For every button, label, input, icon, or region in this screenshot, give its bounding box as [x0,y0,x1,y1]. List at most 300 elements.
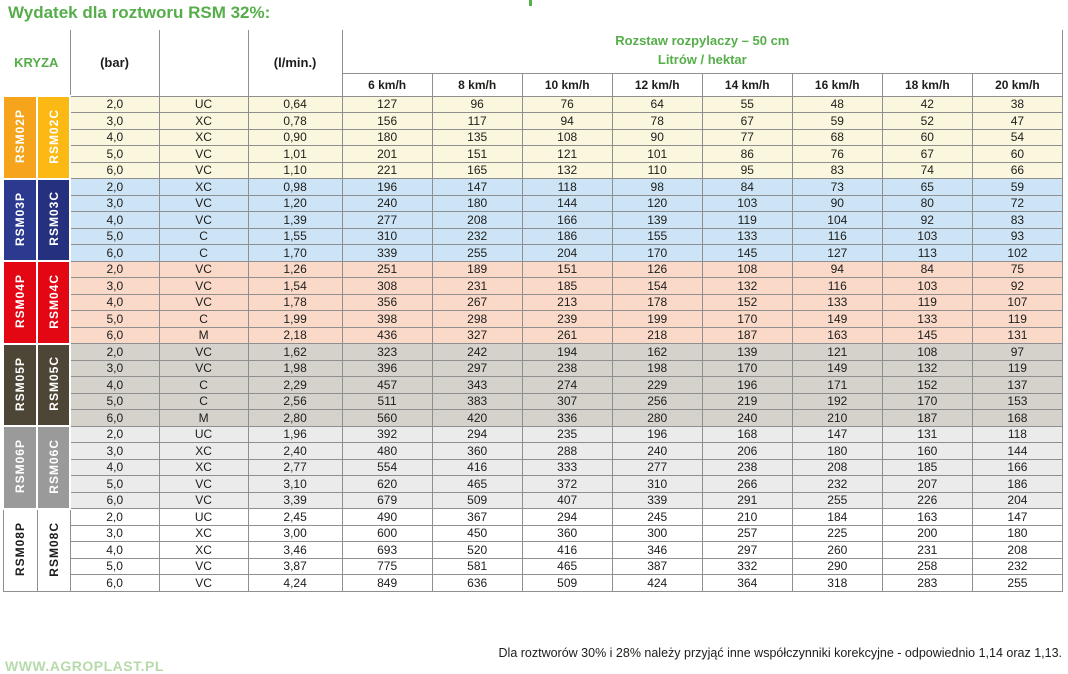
droplet-class-cell: C [159,245,248,262]
liters-per-hectare-cell: 235 [522,426,612,443]
liters-per-hectare-cell: 206 [702,443,792,460]
droplet-class-cell: VC [159,344,248,361]
liters-per-hectare-cell: 152 [882,377,972,394]
liters-per-hectare-cell: 76 [522,96,612,113]
pressure-cell: 5,0 [70,476,159,493]
liters-per-hectare-cell: 218 [612,327,702,344]
flow-cell: 1,10 [248,162,342,179]
nozzle-label-text: RSM04P [13,274,27,329]
liters-per-hectare-cell: 149 [792,360,882,377]
flow-cell: 0,64 [248,96,342,113]
liters-per-hectare-cell: 520 [432,542,522,559]
liters-per-hectare-cell: 83 [972,212,1062,229]
spacing-header-line1: Rozstaw rozpylaczy – 50 cm [615,33,790,49]
liters-per-hectare-cell: 96 [432,96,522,113]
liters-per-hectare-cell: 55 [702,96,792,113]
speed-column-header: 18 km/h [882,74,972,96]
flow-cell: 1,70 [248,245,342,262]
liters-per-hectare-cell: 52 [882,113,972,130]
liters-per-hectare-cell: 356 [342,294,432,311]
nozzle-label-text: RSM05C [46,356,61,412]
liters-per-hectare-cell: 196 [702,377,792,394]
liters-per-hectare-cell: 154 [612,278,702,295]
table-row [3,278,1063,295]
flow-cell: 1,26 [248,261,342,278]
nozzle-label-text: RSM06C [46,438,61,494]
liters-per-hectare-cell: 240 [702,410,792,427]
liters-per-hectare-cell: 92 [972,278,1062,295]
liters-per-hectare-cell: 221 [342,162,432,179]
flow-cell: 0,98 [248,179,342,196]
liters-per-hectare-cell: 290 [792,558,882,575]
liters-per-hectare-cell: 151 [522,261,612,278]
liters-per-hectare-cell: 145 [702,245,792,262]
liters-per-hectare-cell: 144 [972,443,1062,460]
droplet-class-cell: VC [159,261,248,278]
pressure-cell: 4,0 [70,542,159,559]
liters-per-hectare-cell: 280 [612,410,702,427]
liters-per-hectare-cell: 160 [882,443,972,460]
pressure-cell: 6,0 [70,492,159,509]
liters-per-hectare-cell: 343 [432,377,522,394]
liters-per-hectare-cell: 511 [342,393,432,410]
pressure-cell: 5,0 [70,228,159,245]
liters-per-hectare-cell: 149 [792,311,882,328]
table-row [3,294,1063,311]
liters-per-hectare-cell: 255 [432,245,522,262]
droplet-class-cell: VC [159,162,248,179]
liters-per-hectare-cell: 95 [702,162,792,179]
liters-per-hectare-cell: 210 [792,410,882,427]
nozzle-label-p [3,261,37,344]
liters-per-hectare-cell: 339 [342,245,432,262]
pressure-cell: 4,0 [70,294,159,311]
nozzle-label-c [37,509,70,592]
liters-per-hectare-cell: 166 [522,212,612,229]
liters-per-hectare-cell: 267 [432,294,522,311]
liters-per-hectare-cell: 457 [342,377,432,394]
flow-column-header: (l/min.) [248,30,342,96]
nozzle-label-text: RSM08P [13,521,27,577]
liters-per-hectare-cell: 189 [432,261,522,278]
liters-per-hectare-cell: 310 [612,476,702,493]
pressure-cell: 5,0 [70,146,159,163]
flow-cell: 3,46 [248,542,342,559]
table-row [3,360,1063,377]
liters-per-hectare-cell: 208 [972,542,1062,559]
liters-per-hectare-cell: 170 [702,360,792,377]
liters-per-hectare-cell: 98 [612,179,702,196]
liters-per-hectare-cell: 226 [882,492,972,509]
liters-per-hectare-cell: 186 [522,228,612,245]
liters-per-hectare-cell: 84 [882,261,972,278]
liters-per-hectare-cell: 245 [612,509,702,526]
liters-per-hectare-label: Litrów / hektar [657,52,747,68]
table-row [3,558,1063,575]
liters-per-hectare-cell: 232 [972,558,1062,575]
liters-per-hectare-cell: 170 [882,393,972,410]
liters-per-hectare-cell: 192 [792,393,882,410]
flow-cell: 3,87 [248,558,342,575]
pressure-column-header: (bar) [70,30,159,96]
liters-per-hectare-cell: 38 [972,96,1062,113]
liters-per-hectare-cell: 133 [882,311,972,328]
flow-cell: 2,56 [248,393,342,410]
liters-per-hectare-cell: 119 [972,311,1062,328]
table-row [3,261,1063,278]
liters-per-hectare-cell: 94 [792,261,882,278]
pressure-cell: 5,0 [70,393,159,410]
liters-per-hectare-cell: 54 [972,129,1062,146]
liters-per-hectare-cell: 266 [702,476,792,493]
liters-per-hectare-cell: 120 [612,195,702,212]
liters-per-hectare-cell: 196 [612,426,702,443]
liters-per-hectare-cell: 327 [432,327,522,344]
liters-per-hectare-cell: 185 [522,278,612,295]
liters-per-hectare-cell: 232 [792,476,882,493]
droplet-class-cell: C [159,311,248,328]
liters-per-hectare-cell: 465 [432,476,522,493]
liters-per-hectare-cell: 102 [972,245,1062,262]
liters-per-hectare-cell: 636 [432,575,522,592]
liters-per-hectare-cell: 131 [972,327,1062,344]
liters-per-hectare-cell: 232 [432,228,522,245]
speed-column-header: 6 km/h [342,74,432,96]
liters-per-hectare-cell: 387 [612,558,702,575]
droplet-class-cell: XC [159,542,248,559]
table-row [3,228,1063,245]
liters-per-hectare-cell: 260 [792,542,882,559]
liters-per-hectare-cell: 849 [342,575,432,592]
table-body [3,96,1063,591]
flow-cell: 2,40 [248,443,342,460]
liters-per-hectare-cell: 277 [342,212,432,229]
liters-per-hectare-cell: 185 [882,459,972,476]
liters-per-hectare-cell: 238 [702,459,792,476]
droplet-class-cell: UC [159,96,248,113]
liters-per-hectare-cell: 127 [342,96,432,113]
liters-per-hectare-cell: 450 [432,525,522,542]
droplet-class-cell: M [159,327,248,344]
nozzle-label-c [37,179,70,262]
pressure-cell: 6,0 [70,410,159,427]
liters-per-hectare-cell: 84 [702,179,792,196]
liters-per-hectare-cell: 294 [522,509,612,526]
liters-per-hectare-cell: 255 [972,575,1062,592]
liters-per-hectare-cell: 240 [342,195,432,212]
table-row [3,542,1063,559]
liters-per-hectare-cell: 132 [522,162,612,179]
liters-per-hectare-cell: 66 [972,162,1062,179]
liters-per-hectare-cell: 297 [432,360,522,377]
liters-per-hectare-cell: 67 [882,146,972,163]
liters-per-hectare-cell: 166 [972,459,1062,476]
liters-per-hectare-cell: 204 [972,492,1062,509]
liters-per-hectare-cell: 213 [522,294,612,311]
liters-per-hectare-cell: 108 [702,261,792,278]
droplet-class-cell: VC [159,195,248,212]
liters-per-hectare-cell: 137 [972,377,1062,394]
liters-per-hectare-cell: 180 [972,525,1062,542]
liters-per-hectare-cell: 490 [342,509,432,526]
liters-per-hectare-cell: 208 [432,212,522,229]
flow-cell: 1,96 [248,426,342,443]
liters-per-hectare-cell: 97 [972,344,1062,361]
nozzle-label-p [3,426,37,509]
flow-cell: 3,00 [248,525,342,542]
flow-cell: 1,20 [248,195,342,212]
liters-per-hectare-cell: 59 [792,113,882,130]
liters-per-hectare-cell: 323 [342,344,432,361]
website-link[interactable]: WWW.AGROPLAST.PL [5,658,164,674]
liters-per-hectare-cell: 480 [342,443,432,460]
liters-per-hectare-cell: 153 [972,393,1062,410]
liters-per-hectare-cell: 47 [972,113,1062,130]
droplet-class-cell: XC [159,129,248,146]
liters-per-hectare-cell: 67 [702,113,792,130]
liters-per-hectare-cell: 78 [612,113,702,130]
liters-per-hectare-cell: 291 [702,492,792,509]
flow-cell: 1,01 [248,146,342,163]
nozzle-label-p [3,344,37,427]
liters-per-hectare-cell: 139 [702,344,792,361]
table-row [3,476,1063,493]
flow-cell: 0,78 [248,113,342,130]
nozzle-label-c [37,96,70,179]
table-row [3,195,1063,212]
pressure-cell: 6,0 [70,327,159,344]
liters-per-hectare-cell: 108 [882,344,972,361]
pressure-cell: 2,0 [70,261,159,278]
liters-per-hectare-cell: 186 [972,476,1062,493]
nozzle-label-text: RSM05P [13,356,27,411]
droplet-class-cell: VC [159,146,248,163]
table-row [3,575,1063,592]
liters-per-hectare-cell: 693 [342,542,432,559]
liters-per-hectare-cell: 229 [612,377,702,394]
droplet-class-cell: VC [159,212,248,229]
droplet-class-cell: XC [159,459,248,476]
liters-per-hectare-cell: 168 [702,426,792,443]
liters-per-hectare-cell: 86 [702,146,792,163]
liters-per-hectare-cell: 242 [432,344,522,361]
liters-per-hectare-cell: 199 [612,311,702,328]
liters-per-hectare-cell: 147 [972,509,1062,526]
liters-per-hectare-cell: 297 [702,542,792,559]
liters-per-hectare-cell: 210 [702,509,792,526]
liters-per-hectare-cell: 133 [792,294,882,311]
droplet-class-cell: M [159,410,248,427]
liters-per-hectare-cell: 336 [522,410,612,427]
nozzle-label-p [3,509,37,592]
liters-per-hectare-cell: 180 [342,129,432,146]
nozzle-label-p [3,179,37,262]
liters-per-hectare-cell: 679 [342,492,432,509]
pressure-cell: 4,0 [70,377,159,394]
speed-column-header: 14 km/h [702,74,792,96]
liters-per-hectare-cell: 198 [612,360,702,377]
flow-cell: 2,77 [248,459,342,476]
liters-per-hectare-cell: 332 [702,558,792,575]
pressure-cell: 6,0 [70,245,159,262]
speed-column-header: 20 km/h [972,74,1062,96]
liters-per-hectare-cell: 72 [972,195,1062,212]
liters-per-hectare-cell: 240 [612,443,702,460]
liters-per-hectare-cell: 101 [612,146,702,163]
pressure-cell: 5,0 [70,311,159,328]
droplet-class-cell: VC [159,360,248,377]
liters-per-hectare-cell: 165 [432,162,522,179]
liters-per-hectare-cell: 775 [342,558,432,575]
speed-column-header: 8 km/h [432,74,522,96]
liters-per-hectare-cell: 392 [342,426,432,443]
table-row [3,129,1063,146]
liters-per-hectare-cell: 119 [882,294,972,311]
table-row [3,426,1063,443]
pressure-cell: 5,0 [70,558,159,575]
liters-per-hectare-cell: 184 [792,509,882,526]
kryza-column-header: KRYZA [3,30,70,96]
pressure-cell: 3,0 [70,525,159,542]
droplet-class-cell: UC [159,426,248,443]
nozzle-label-c [37,426,70,509]
page-title: Wydatek dla roztworu RSM 32%: [8,3,271,22]
droplet-class-cell: VC [159,558,248,575]
droplet-class-cell: XC [159,443,248,460]
liters-per-hectare-cell: 308 [342,278,432,295]
liters-per-hectare-cell: 251 [342,261,432,278]
speed-column-header: 10 km/h [522,74,612,96]
table-row [3,113,1063,130]
pressure-cell: 2,0 [70,179,159,196]
liters-per-hectare-cell: 59 [972,179,1062,196]
table-row [3,311,1063,328]
liters-per-hectare-cell: 42 [882,96,972,113]
flow-cell: 1,54 [248,278,342,295]
nozzle-label-text: RSM03P [13,191,27,246]
liters-per-hectare-cell: 231 [432,278,522,295]
droplet-class-cell: VC [159,492,248,509]
liters-per-hectare-cell: 258 [882,558,972,575]
liters-per-hectare-cell: 225 [792,525,882,542]
liters-per-hectare-cell: 68 [792,129,882,146]
liters-per-hectare-cell: 465 [522,558,612,575]
liters-per-hectare-cell: 257 [702,525,792,542]
liters-per-hectare-cell: 90 [612,129,702,146]
liters-per-hectare-cell: 509 [522,575,612,592]
pressure-cell: 3,0 [70,113,159,130]
droplet-class-cell: VC [159,278,248,295]
liters-per-hectare-cell: 207 [882,476,972,493]
liters-per-hectare-cell: 416 [432,459,522,476]
liters-per-hectare-cell: 75 [972,261,1062,278]
pressure-cell: 3,0 [70,278,159,295]
liters-per-hectare-cell: 170 [612,245,702,262]
liters-per-hectare-cell: 396 [342,360,432,377]
liters-per-hectare-cell: 239 [522,311,612,328]
droplet-class-cell: XC [159,113,248,130]
nozzle-label-text: RSM04C [46,273,61,329]
nozzle-label-c [37,261,70,344]
liters-per-hectare-cell: 298 [432,311,522,328]
pressure-cell: 2,0 [70,96,159,113]
flow-cell: 1,39 [248,212,342,229]
liters-per-hectare-cell: 110 [612,162,702,179]
liters-per-hectare-cell: 156 [342,113,432,130]
liters-per-hectare-cell: 360 [432,443,522,460]
flow-cell: 0,90 [248,129,342,146]
liters-per-hectare-cell: 162 [612,344,702,361]
table-row [3,509,1063,526]
liters-per-hectare-cell: 201 [342,146,432,163]
liters-per-hectare-cell: 163 [792,327,882,344]
liters-per-hectare-cell: 76 [792,146,882,163]
flow-cell: 4,24 [248,575,342,592]
liters-per-hectare-cell: 83 [792,162,882,179]
liters-per-hectare-cell: 364 [702,575,792,592]
liters-per-hectare-cell: 581 [432,558,522,575]
liters-per-hectare-cell: 416 [522,542,612,559]
nozzle-label-p [3,96,37,179]
liters-per-hectare-cell: 168 [972,410,1062,427]
liters-per-hectare-cell: 133 [702,228,792,245]
flow-cell: 2,80 [248,410,342,427]
droplet-class-cell: C [159,228,248,245]
nozzle-label-text: RSM02C [46,108,61,164]
liters-per-hectare-cell: 135 [432,129,522,146]
droplet-class-cell: VC [159,476,248,493]
liters-per-hectare-cell: 60 [882,129,972,146]
liters-per-hectare-cell: 93 [972,228,1062,245]
liters-per-hectare-cell: 94 [522,113,612,130]
liters-per-hectare-cell: 208 [792,459,882,476]
table-row [3,245,1063,262]
table-row [3,459,1063,476]
table-row [3,525,1063,542]
liters-per-hectare-cell: 92 [882,212,972,229]
flow-cell: 1,98 [248,360,342,377]
liters-per-hectare-cell: 187 [882,410,972,427]
liters-per-hectare-cell: 420 [432,410,522,427]
liters-per-hectare-cell: 139 [612,212,702,229]
pressure-cell: 2,0 [70,344,159,361]
nozzle-label-text: RSM02P [13,109,27,164]
liters-per-hectare-cell: 383 [432,393,522,410]
liters-per-hectare-cell: 103 [882,278,972,295]
pressure-cell: 2,0 [70,426,159,443]
liters-per-hectare-cell: 187 [702,327,792,344]
liters-per-hectare-cell: 600 [342,525,432,542]
liters-per-hectare-cell: 407 [522,492,612,509]
cropped-text-artifact [529,0,532,6]
liters-per-hectare-cell: 360 [522,525,612,542]
liters-per-hectare-cell: 60 [972,146,1062,163]
flow-cell: 2,29 [248,377,342,394]
liters-per-hectare-cell: 108 [522,129,612,146]
liters-per-hectare-cell: 103 [882,228,972,245]
droplet-class-cell: C [159,393,248,410]
nozzle-label-text: RSM08C [46,521,61,577]
nozzle-label-text: RSM06P [13,439,27,494]
droplet-class-cell: XC [159,525,248,542]
liters-per-hectare-cell: 144 [522,195,612,212]
liters-per-hectare-cell: 117 [432,113,522,130]
pressure-cell: 4,0 [70,212,159,229]
liters-per-hectare-cell: 155 [612,228,702,245]
liters-per-hectare-cell: 119 [702,212,792,229]
liters-per-hectare-cell: 300 [612,525,702,542]
flow-cell: 3,39 [248,492,342,509]
